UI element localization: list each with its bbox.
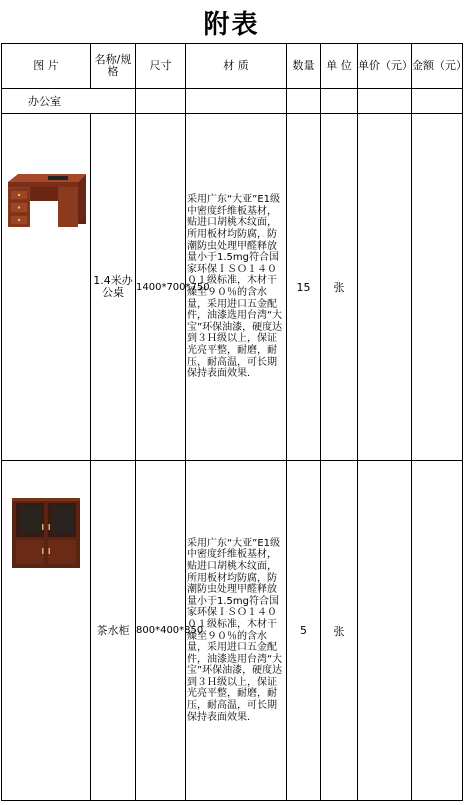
table-row <box>2 461 463 801</box>
header-qty: 数量 <box>287 44 321 89</box>
item-qty: 5 <box>287 461 321 801</box>
item-material: 采用广东“大亚”E1级中密度纤维板基材，贴进口胡桃木纹面，所用板材均防腐，防潮防虫处理甲醛释放量小于1.5mg符合国家环保ＩＳＯ１４００１级标准，木材干燥至９０％的含水量，采用进口五金配件，油漆选用台湾“大宝”环保油漆，硬度达到３Ｈ级以上，保证光亮平整，耐磨，耐压，耐高温，可长期保持表面效果． <box>186 461 287 801</box>
tea-cabinet-image <box>10 496 82 570</box>
item-amount <box>412 114 463 461</box>
header-material: 材 质 <box>186 44 287 89</box>
header-unit: 单 位 <box>321 44 358 89</box>
item-material: 采用广东“大亚”E1级中密度纤维板基材，贴进口胡桃木纹面，所用板材均防腐，防潮防虫处理甲醛释放量小于1.5mg符合国家环保ＩＳＯ１４００１级标准，木材干燥至９０％的含水量，采用进口五金配件，油漆选用台湾“大宝”环保油漆，硬度达到３Ｈ级以上，保证光亮平整，耐磨，耐压，耐高温，可长期保持表面效果． <box>186 114 287 461</box>
category-label: 办公室 <box>2 89 136 114</box>
office-desk-image <box>6 168 86 228</box>
item-size: 1400*700*750 <box>136 114 186 461</box>
header-amount: 金额（元） <box>412 44 463 89</box>
header-row <box>2 44 463 89</box>
header-price: 单价（元） <box>358 44 412 89</box>
item-price <box>358 114 412 461</box>
item-size: 800*400*850 <box>136 461 186 801</box>
item-name: 1.4米办公桌 <box>91 114 136 461</box>
item-price <box>358 461 412 801</box>
item-name: 茶水柜 <box>91 461 136 801</box>
category-row <box>2 89 463 114</box>
furniture-table <box>1 43 467 801</box>
item-amount <box>412 461 463 801</box>
page-title: 附表 <box>203 10 260 40</box>
item-image-cell <box>2 461 91 801</box>
item-image-cell <box>2 114 91 461</box>
header-name: 名称/规格 <box>91 44 136 89</box>
header-size: 尺寸 <box>136 44 186 89</box>
table-row <box>2 114 463 461</box>
header-image: 图 片 <box>2 44 91 89</box>
item-unit: 张 <box>321 461 358 801</box>
item-qty: 15 <box>287 114 321 461</box>
item-unit: 张 <box>321 114 358 461</box>
